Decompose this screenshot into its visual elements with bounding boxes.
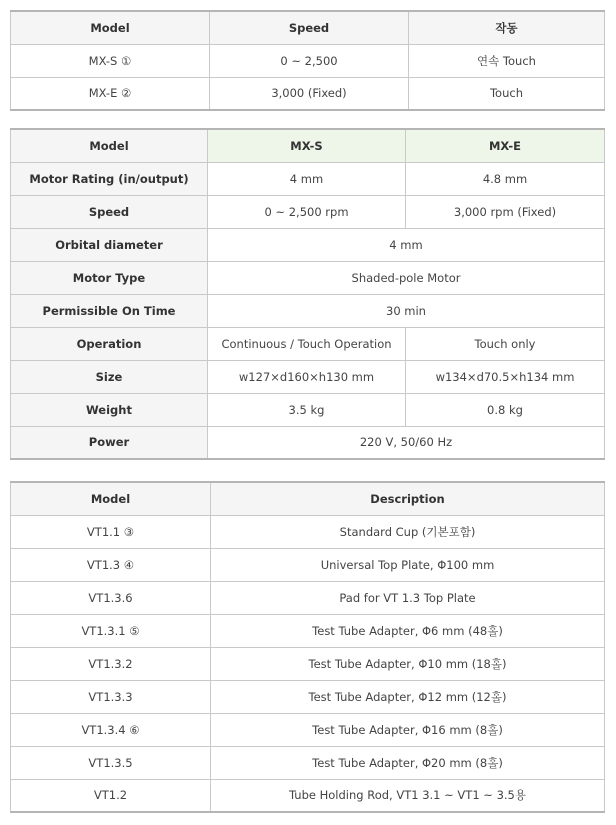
row-operation [11,327,605,360]
cell-description: Test Tube Adapter, Φ20 mm (8홀) [211,746,605,779]
header-operation: 작동 [409,11,605,44]
table-row [11,515,605,548]
table-header-row [11,129,605,162]
table-row [11,77,605,110]
cell-model: VT1.3 ④ [11,548,211,581]
label-orbital: Orbital diameter [11,228,208,261]
cell-description: Standard Cup (기본포함) [211,515,605,548]
accessories-table [10,481,605,813]
cell-mx-e: 0.8 kg [406,393,605,426]
row-weight [11,393,605,426]
row-motor-type [11,261,605,294]
label-weight: Weight [11,393,208,426]
table-row [11,581,605,614]
cell-model: VT1.2 [11,779,211,812]
cell-operation: 연속 Touch [409,44,605,77]
cell-model: VT1.3.3 [11,680,211,713]
cell-mx-e: Touch only [406,327,605,360]
cell-mx-s: 3.5 kg [208,393,406,426]
header-speed: Speed [210,11,409,44]
table-row [11,44,605,77]
row-motor-rating [11,162,605,195]
cell-speed: 3,000 (Fixed) [210,77,409,110]
table-row [11,680,605,713]
row-power [11,426,605,459]
label-power: Power [11,426,208,459]
cell-mx-s: 4 mm [208,162,406,195]
cell-description: Test Tube Adapter, Φ12 mm (12홀) [211,680,605,713]
table-row [11,779,605,812]
label-on-time: Permissible On Time [11,294,208,327]
table-header-row [11,11,605,44]
table-header-row [11,482,605,515]
cell-description: Test Tube Adapter, Φ16 mm (8홀) [211,713,605,746]
cell-value: 30 min [208,294,605,327]
table-row [11,548,605,581]
header-model: Model [11,482,211,515]
table-row [11,647,605,680]
cell-description: Pad for VT 1.3 Top Plate [211,581,605,614]
model-speed-table [10,10,605,111]
label-motor-type: Motor Type [11,261,208,294]
header-mx-s: MX-S [208,129,406,162]
cell-value: Shaded-pole Motor [208,261,605,294]
header-model: Model [11,11,210,44]
label-speed: Speed [11,195,208,228]
cell-mx-s: w127×d160×h130 mm [208,360,406,393]
cell-description: Tube Holding Rod, VT1 3.1 ~ VT1 ~ 3.5용 [211,779,605,812]
cell-mx-s: Continuous / Touch Operation [208,327,406,360]
cell-description: Universal Top Plate, Φ100 mm [211,548,605,581]
table-row [11,614,605,647]
cell-description: Test Tube Adapter, Φ10 mm (18홀) [211,647,605,680]
cell-model: MX-S ① [11,44,210,77]
cell-value: 220 V, 50/60 Hz [208,426,605,459]
cell-mx-e: 3,000 rpm (Fixed) [406,195,605,228]
cell-mx-e: 4.8 mm [406,162,605,195]
cell-model: VT1.3.4 ⑥ [11,713,211,746]
row-on-time [11,294,605,327]
cell-model: VT1.3.5 [11,746,211,779]
row-orbital [11,228,605,261]
header-mx-e: MX-E [406,129,605,162]
cell-model: VT1.3.6 [11,581,211,614]
cell-model: MX-E ② [11,77,210,110]
cell-mx-s: 0 ~ 2,500 rpm [208,195,406,228]
row-size [11,360,605,393]
specification-table [10,128,605,460]
header-model: Model [11,129,208,162]
row-speed [11,195,605,228]
table-row [11,746,605,779]
table-row [11,713,605,746]
cell-model: VT1.1 ③ [11,515,211,548]
label-operation: Operation [11,327,208,360]
cell-model: VT1.3.1 ⑤ [11,614,211,647]
cell-mx-e: w134×d70.5×h134 mm [406,360,605,393]
header-description: Description [211,482,605,515]
cell-speed: 0 ~ 2,500 [210,44,409,77]
cell-value: 4 mm [208,228,605,261]
label-size: Size [11,360,208,393]
cell-model: VT1.3.2 [11,647,211,680]
cell-description: Test Tube Adapter, Φ6 mm (48홀) [211,614,605,647]
label-motor-rating: Motor Rating (in/output) [11,162,208,195]
cell-operation: Touch [409,77,605,110]
